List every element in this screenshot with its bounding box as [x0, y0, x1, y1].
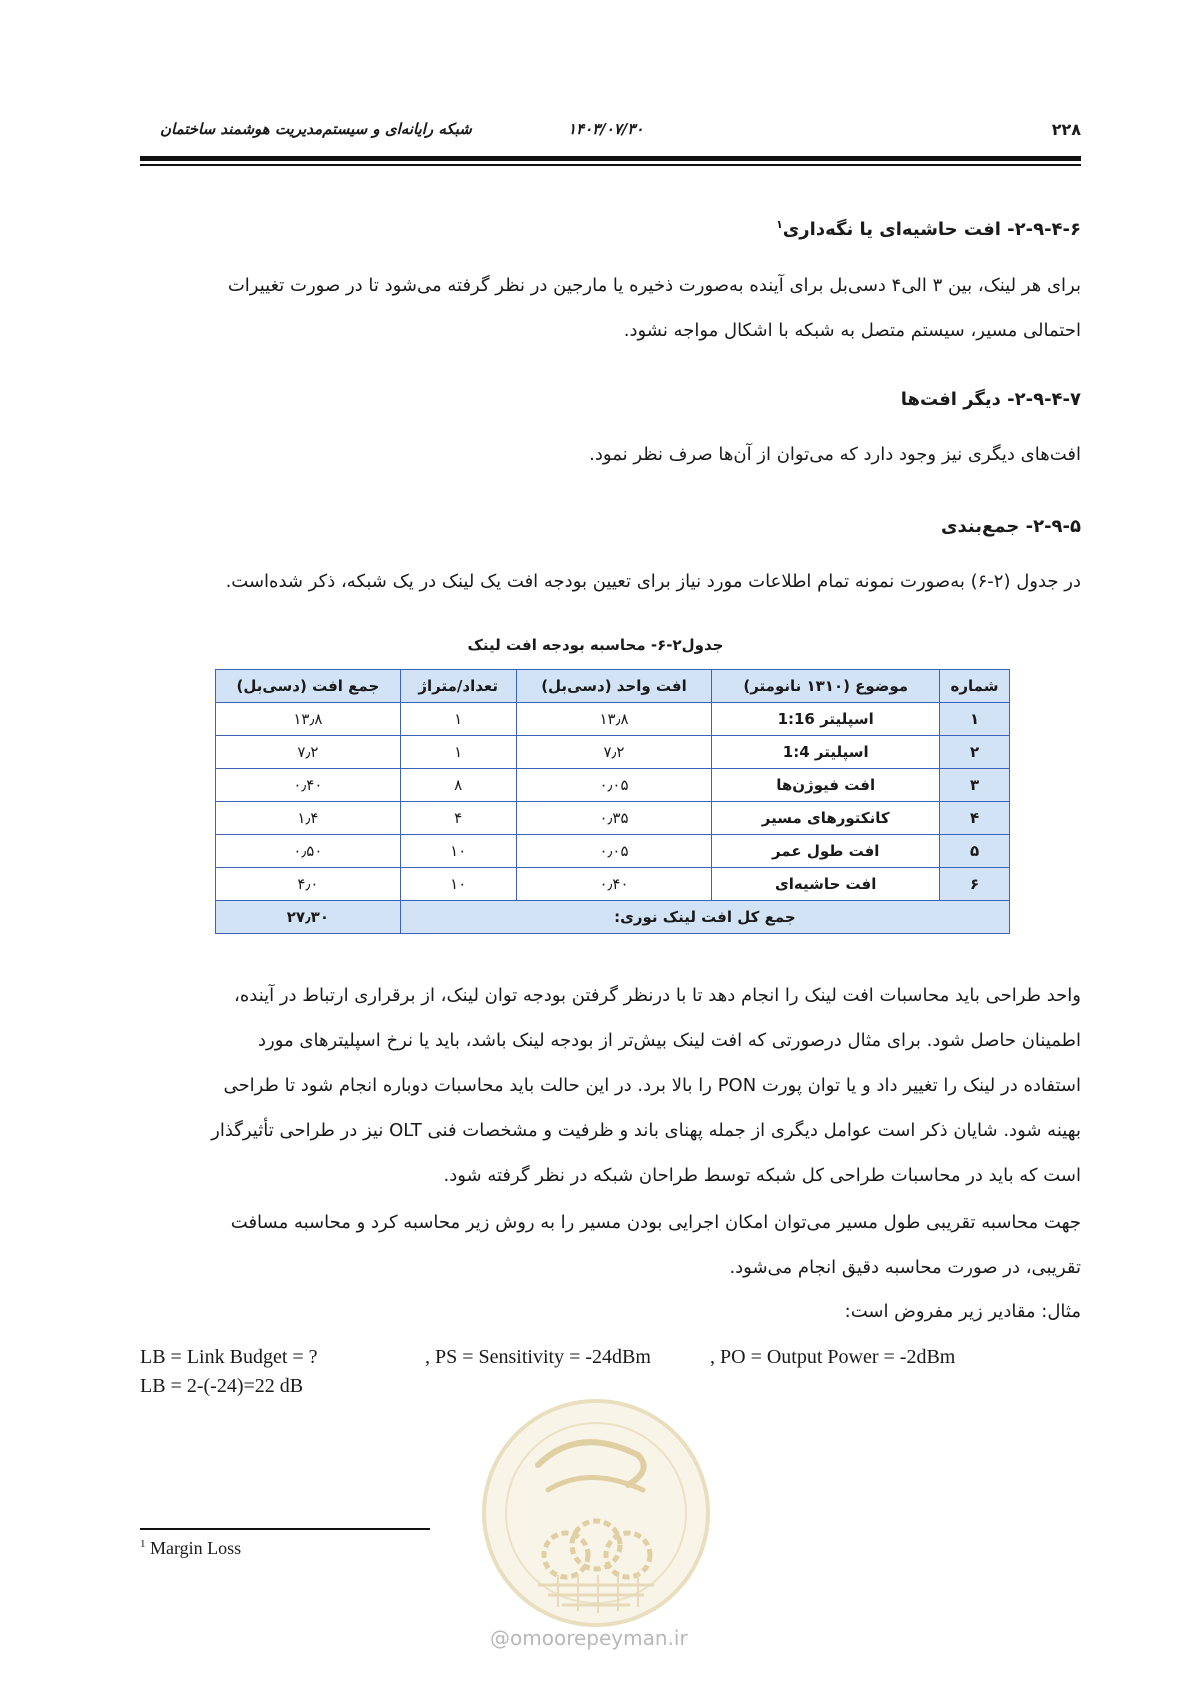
- table-cell: ۱: [400, 703, 516, 736]
- header-date: ۱۴۰۳/۰۷/۳۰: [568, 120, 644, 138]
- watermark-url: @omoorepeyman.ir: [490, 1626, 688, 1650]
- table-caption: جدول۲-۶- محاسبه بودجه افت لینک: [467, 636, 724, 654]
- footnote-mark: 1: [140, 1538, 146, 1550]
- paragraph-line: افت‌های دیگری نیز وجود دارد که می‌توان از آن‌ها صرف نظر نمود.: [589, 444, 1081, 465]
- footnote-rule: [140, 1528, 430, 1530]
- example-intro: مثال: مقادیر زیر مفروض است:: [844, 1301, 1081, 1322]
- table-cell: اسپلیتر 1:16: [712, 703, 940, 736]
- table-cell: ۱۳٫۸: [216, 703, 401, 736]
- section-heading-other-losses: ۲-۹-۴-۷- دیگر افت‌ها: [900, 389, 1081, 410]
- section-heading-margin-loss: [776, 218, 1081, 240]
- paragraph-line: بهینه شود. شایان ذکر است عوامل دیگری از جمله پهنای باند و ظرفیت و مشخصات فنی OLT نیز در طراحی تأثیرگذار: [211, 1120, 1081, 1141]
- table-cell: ۰٫۴۰: [216, 769, 401, 802]
- table-cell: ۰٫۵۰: [216, 835, 401, 868]
- table-cell: ۸: [400, 769, 516, 802]
- watermark-seal: [478, 1395, 714, 1631]
- table-cell: افت حاشیه‌ای: [712, 868, 940, 901]
- table-cell: ۷٫۲: [516, 736, 712, 769]
- formula-output-power: , PO = Output Power = -2dBm: [710, 1346, 956, 1368]
- table-cell: ۰٫۰۵: [516, 835, 712, 868]
- table-cell: ۰٫۰۵: [516, 769, 712, 802]
- table-row: [216, 868, 1010, 901]
- footnote-ref: ۱: [776, 218, 783, 231]
- table-cell: ۴٫۰: [216, 868, 401, 901]
- paragraph-line: واحد طراحی باید محاسبات افت لینک را انجام دهد تا با درنظر گرفتن بودجه توان لینک، از برقراری ارتباط در آینده،: [234, 985, 1081, 1006]
- column-header: تعداد/متراژ: [400, 670, 516, 703]
- paragraph-line: است که باید در محاسبات طراحی کل شبکه توسط طراحان شبکه در نظر گرفته شود.: [443, 1165, 1081, 1186]
- table-cell: ۵: [940, 835, 1010, 868]
- table-total-row: [216, 901, 1010, 934]
- table-cell: ۱۰: [400, 868, 516, 901]
- page-header: [140, 118, 1081, 144]
- section-heading-summary: ۲-۹-۵- جمع‌بندی: [941, 516, 1081, 537]
- footnote-text: Margin Loss: [150, 1538, 242, 1558]
- table-cell: ۱: [940, 703, 1010, 736]
- paragraph-line: استفاده در لینک را تغییر داد و یا توان پورت PON را بالا برد. در این حالت باید محاسبات دوباره انجام شود تا طراحی: [223, 1075, 1081, 1096]
- table-cell: ۱٫۴: [216, 802, 401, 835]
- table-cell: کانکتورهای مسیر: [712, 802, 940, 835]
- table-cell: ۶: [940, 868, 1010, 901]
- column-header: افت واحد (دسی‌بل): [516, 670, 712, 703]
- table-cell: ۲: [940, 736, 1010, 769]
- column-header: موضوع (۱۳۱۰ نانومتر): [712, 670, 940, 703]
- table-cell: افت طول عمر: [712, 835, 940, 868]
- table-cell: ۰٫۳۵: [516, 802, 712, 835]
- column-header: جمع افت (دسی‌بل): [216, 670, 401, 703]
- table-row: [216, 703, 1010, 736]
- table-cell: افت فیوژن‌ها: [712, 769, 940, 802]
- paragraph-line: برای هر لینک، بین ۳ الی۴ دسی‌بل برای آینده به‌صورت ذخیره یا مارجین در نظر گرفته می‌شود تا در صورت تغییرات: [227, 275, 1081, 296]
- paragraph-line: احتمالی مسیر، سیستم متصل به شبکه با اشکال مواجه نشود.: [623, 320, 1081, 341]
- table-cell: اسپلیتر 1:4: [712, 736, 940, 769]
- header-rule-thin: [140, 164, 1081, 166]
- table-row: [216, 802, 1010, 835]
- header-rule-thick: [140, 156, 1081, 161]
- table-header-row: [216, 670, 1010, 703]
- table-row: [216, 835, 1010, 868]
- table-cell: ۳: [940, 769, 1010, 802]
- table-cell: ۱۳٫۸: [516, 703, 712, 736]
- formula-link-budget: LB = Link Budget = ?: [140, 1346, 318, 1368]
- formula-sensitivity: , PS = Sensitivity = -24dBm: [425, 1346, 651, 1368]
- paragraph-line: اطمینان حاصل شود. برای مثال درصورتی که افت لینک بیش‌تر از بودجه لینک باشد، باید یا نرخ اسپلیترهای مورد: [258, 1030, 1081, 1051]
- total-value: ۲۷٫۳۰: [216, 901, 401, 934]
- paragraph-line: جهت محاسبه تقریبی طول مسیر می‌توان امکان اجرایی بودن مسیر را به روش زیر محاسبه کرد و محاسبه مسافت: [230, 1212, 1081, 1233]
- page-number: ۲۲۸: [1051, 120, 1081, 139]
- heading-text: ۲-۹-۴-۶- افت حاشیه‌ای یا نگه‌داری: [782, 219, 1081, 240]
- paragraph-line: تقریبی، در صورت محاسبه دقیق انجام می‌شود.: [729, 1257, 1081, 1278]
- column-header: شماره: [940, 670, 1010, 703]
- table-cell: ۰٫۴۰: [516, 868, 712, 901]
- table-cell: ۱۰: [400, 835, 516, 868]
- total-label: جمع کل افت لینک نوری:: [400, 901, 1009, 934]
- table-row: [216, 769, 1010, 802]
- table-cell: ۴: [400, 802, 516, 835]
- paragraph-line: در جدول (۲-۶) به‌صورت نمونه تمام اطلاعات مورد نیاز برای تعیین بودجه افت یک لینک در یک شبکه، ذکر شده‌است.: [225, 571, 1081, 592]
- footnote: [140, 1538, 241, 1559]
- formula-calculation: LB = 2-(-24)=22 dB: [140, 1375, 304, 1397]
- table-cell: ۷٫۲: [216, 736, 401, 769]
- link-budget-table: [215, 669, 1010, 934]
- table-cell: ۱: [400, 736, 516, 769]
- table-cell: ۴: [940, 802, 1010, 835]
- table-row: [216, 736, 1010, 769]
- header-title: شبکه رایانه‌ای و سیستم‌مدیریت هوشمند ساختمان: [160, 120, 472, 138]
